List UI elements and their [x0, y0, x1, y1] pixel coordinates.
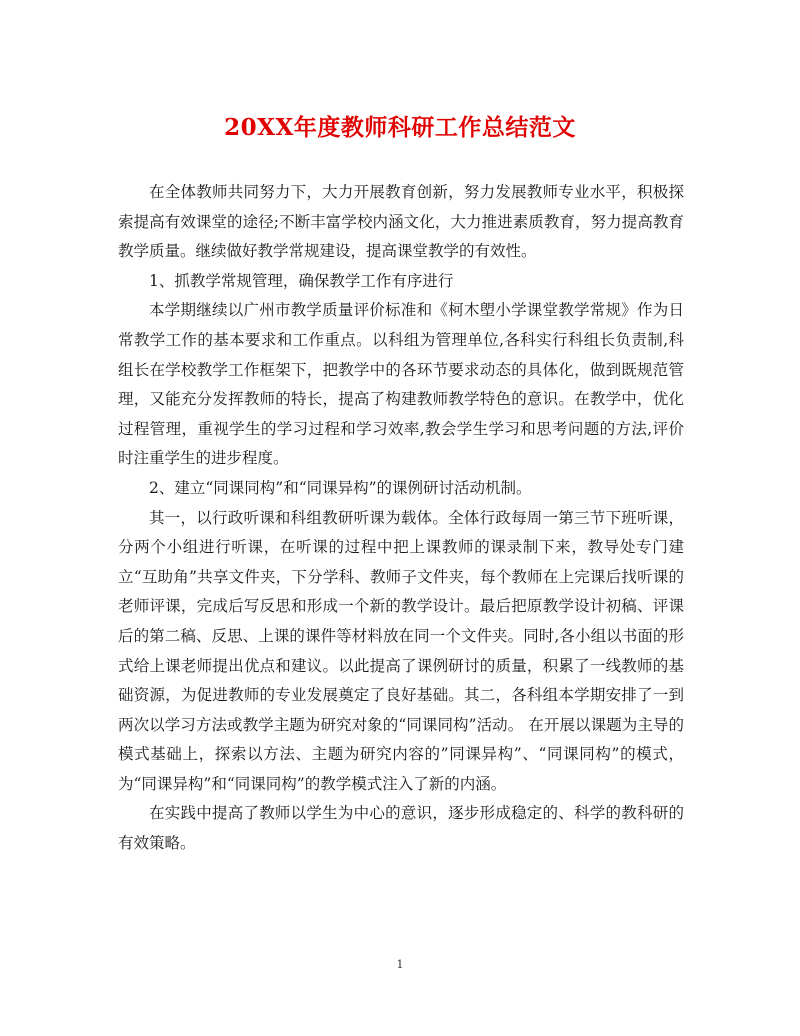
section-heading-2: 2、建立“同课同构”和“同课异构”的课例研讨活动机制。 [149, 478, 532, 497]
section-1-paragraph: 本学期继续以广州市教学质量评价标准和《柯木塱小学课堂教学常规》作为日常教学工作的基本要求和工作重点。以科组为管理单位,各科实行科组长负责制,科组长在学校教学工作框架下，把教学中的各环节要求动态的具体化，做到既规范管理，又能充分发挥教师的特长，提高了构建教师教学特色的意识。在教学中，优化过程管理，重视学生的学习过程和学习效率,教会学生学习和思考问题的方法,评价时注重学生的进步程度。 [118, 301, 684, 468]
intro-paragraph: 在全体教师共同努力下，大力开展教育创新，努力发展教师专业水平，积极探索提高有效课堂的途径;不断丰富学校内涵文化，大力推进素质教育，努力提高教育教学质量。继续做好教学常规建设，提高课堂教学的有效性。 [118, 183, 684, 261]
document-title: 20XX年度教师科研工作总结范文 [224, 114, 576, 141]
section-heading-1: 1、抓教学常规管理，确保教学工作有序进行 [149, 271, 454, 290]
conclusion-paragraph: 在实践中提高了教师以学生为中心的意识，逐步形成稳定的、科学的教科研的有效策略。 [118, 804, 684, 853]
page-number: 1 [396, 958, 404, 971]
document-body [118, 178, 684, 859]
section-2-paragraph: 其一，以行政听课和科组教研听课为载体。全体行政每周一第三节下班听课，分两个小组进行听课，在听课的过程中把上课教师的课录制下来，教导处专门建立“互助角”共享文件夹，下分学科、教师子文件夹，每个教师在上完课后找听课的老师评课，完成后写反思和形成一个新的教学设计。最后把原教学设计初稿、评课后的第二稿、反思、上课的课件等材料放在同一个文件夹。同时,各小组以书面的形式给上课老师提出优点和建议。以此提高了课例研讨的质量，积累了一线教师的基础资源，为促进教师的专业发展奠定了良好基础。其二，各科组本学期安排了一到两次以学习方法或教学主题为研究对象的“同课同构”活动。 在开展以课题为主导的模式基础上，探索以方法、主题为研究内容的”同课异构”、“同课同构”的模式，为“同课异构”和“同课同构”的教学模式注入了新的内涵。 [118, 508, 684, 793]
